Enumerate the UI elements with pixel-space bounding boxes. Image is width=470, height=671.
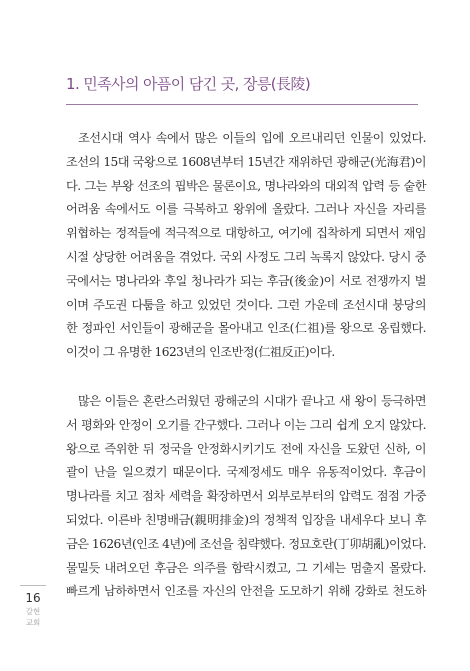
paragraph-line: 왕으로 즉위한 뒤 정국을 안정화시키기도 전에 자신을 도왔던 신하, 이 bbox=[66, 441, 426, 456]
paragraph-line: 어려움 속에서도 이를 극복하고 왕위에 올랐다. 그러나 자신을 자리를 bbox=[66, 202, 426, 217]
title-underline-rule bbox=[66, 104, 418, 105]
paragraph-line: 한 정파인 서인들이 광해군을 몰아내고 인조(仁祖)를 왕으로 옹립했다. bbox=[66, 321, 426, 336]
paragraph-line: 위협하는 정적들에 적극적으로 대항하고, 여기에 집착하게 되면서 재임 bbox=[66, 226, 426, 241]
body-paragraph-2 bbox=[66, 390, 426, 604]
paragraph-line: 조선의 15대 국왕으로 1608년부터 15년간 재위하던 광해군(光海君)이 bbox=[66, 154, 426, 169]
footer-rule bbox=[20, 585, 46, 586]
paragraph-line: 국에서는 명나라와 후일 청나라가 되는 후금(後金)이 서로 전쟁까지 벌 bbox=[66, 273, 426, 288]
paragraph-line: 시절 상당한 어려움을 겪었다. 국외 사정도 그리 녹록지 않았다. 당시 중 bbox=[66, 249, 426, 264]
paragraph-line: 다. 그는 부왕 선조의 핍박은 물론이요, 명나라와의 대외적 압력 등 숱한 bbox=[66, 178, 426, 193]
running-head-line-2: 교회 bbox=[25, 618, 41, 627]
paragraph-line: 이것이 그 유명한 1623년의 인조반정(仁祖反正)이다. bbox=[66, 345, 335, 360]
paragraph-line: 빠르게 남하하면서 인조를 자신의 안전을 도모하기 위해 강화로 천도하 bbox=[66, 584, 426, 599]
section-title: 1. 민족사의 아픔이 담긴 곳, 장릉(長陵) bbox=[66, 75, 311, 93]
paragraph-line: 많은 이들은 혼란스러웠던 광해군의 시대가 끝나고 새 왕이 등극하면 bbox=[78, 394, 426, 408]
paragraph-line: 명나라를 치고 점차 세력을 확장하면서 외부로부터의 압력도 점점 가중 bbox=[66, 489, 426, 504]
paragraph-line: 이며 주도권 다툼을 하고 있었던 것이다. 그런 가운데 조선시대 붕당의 bbox=[66, 297, 426, 312]
paragraph-line: 조선시대 역사 속에서 많은 이들의 입에 오르내리던 인물이 있었다. bbox=[78, 131, 426, 145]
paragraph-line: 괄이 난을 일으켰기 때문이다. 국제정세도 매우 유동적이었다. 후금이 bbox=[66, 465, 426, 480]
paragraph-line: 금은 1626년(인조 4년)에 조선을 침략했다. 정묘호란(丁卯胡亂)이었다. bbox=[66, 536, 426, 551]
page-number: 16 bbox=[25, 591, 41, 605]
page-footer bbox=[20, 585, 46, 628]
body-paragraph-1 bbox=[66, 127, 426, 365]
paragraph-line: 서 평화와 안정이 오기를 간구했다. 그러나 이는 그리 쉽게 오지 않았다. bbox=[66, 417, 426, 432]
paragraph-line: 되었다. 이른바 친명배금(親明排金)의 정책적 입장을 내세우다 보니 후 bbox=[66, 512, 426, 527]
paragraph-line: 물밀듯 내려오던 후금은 의주를 함락시켰고, 그 기세는 멈출지 몰랐다. bbox=[66, 560, 426, 575]
running-head-line-1: 갈현 bbox=[25, 607, 41, 616]
